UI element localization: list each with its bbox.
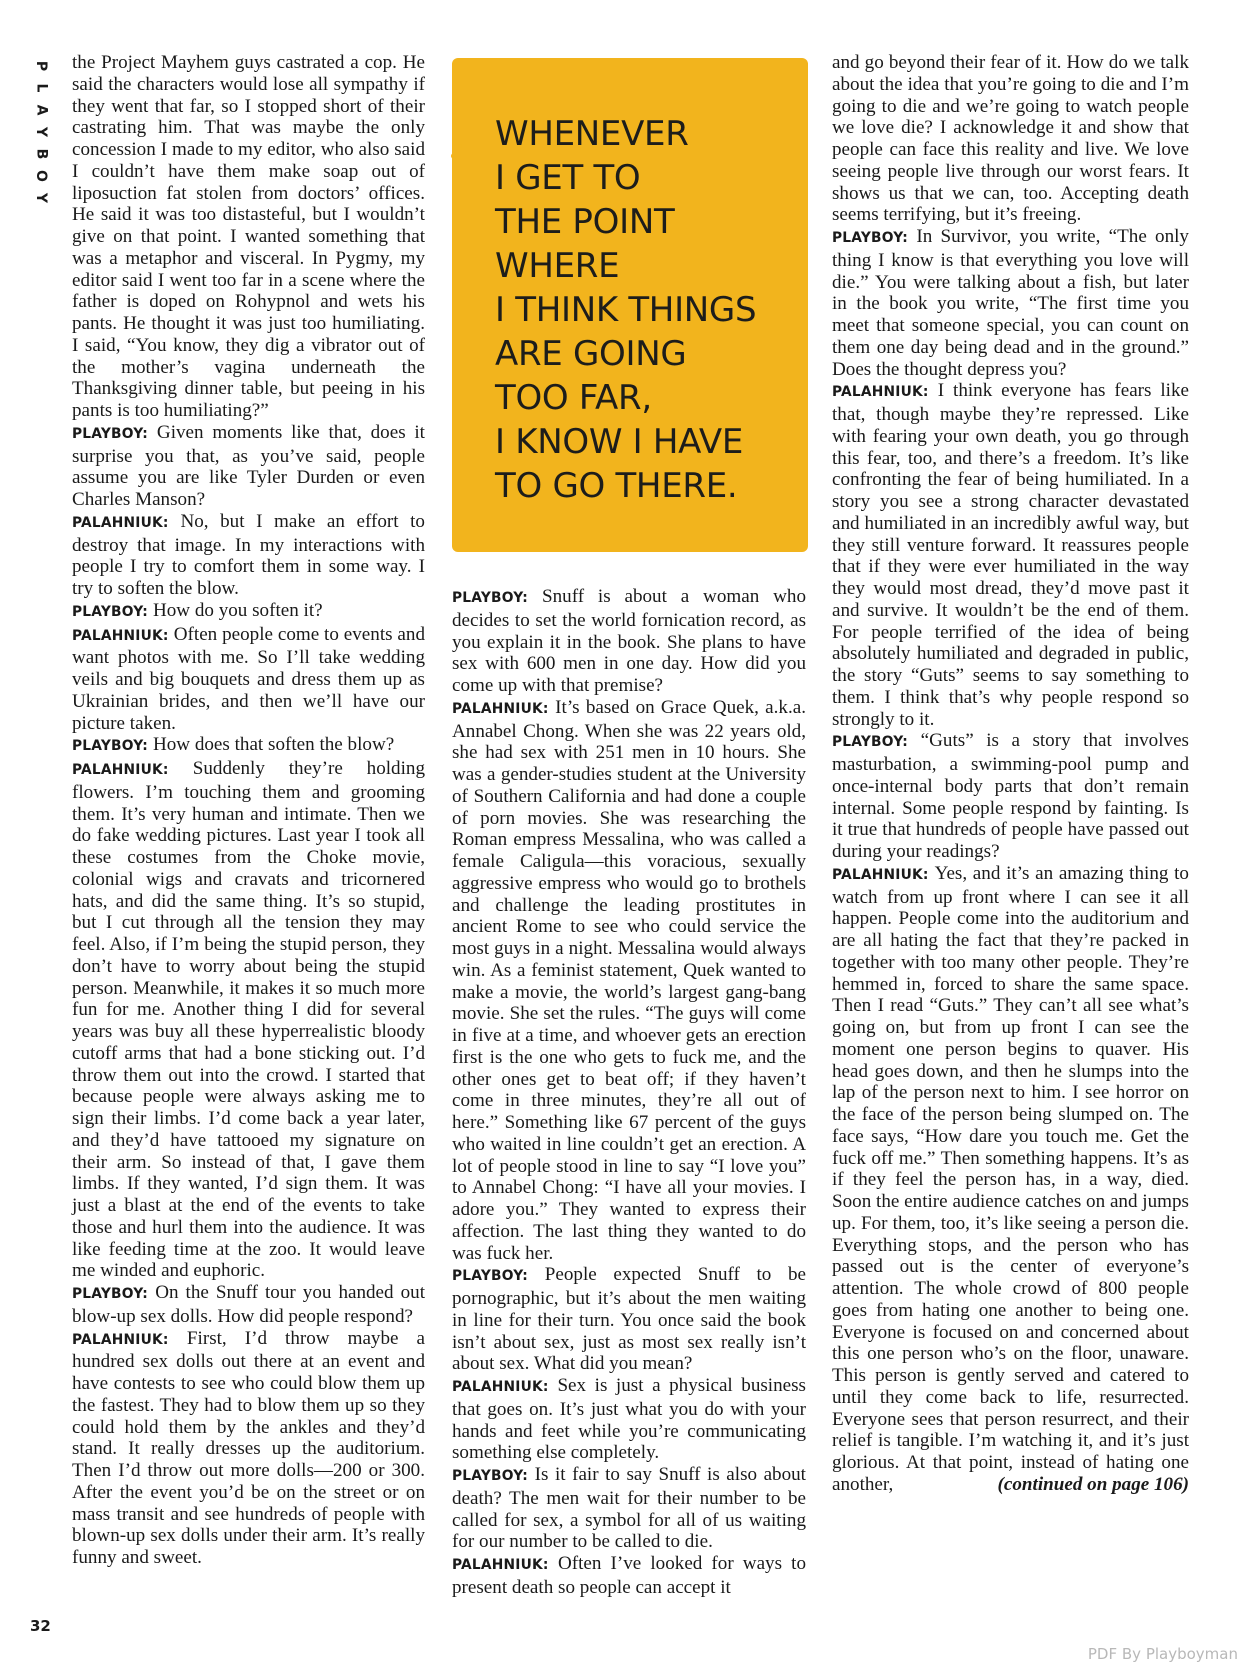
interview-paragraph <box>832 226 1189 380</box>
magazine-side-label <box>26 55 48 209</box>
side-label-letter: L <box>32 83 49 93</box>
speaker-label: PALAHNIUK: <box>72 514 169 531</box>
interview-paragraph <box>452 1553 806 1599</box>
interview-paragraph <box>832 730 1189 863</box>
interview-paragraph <box>452 697 806 1265</box>
interview-paragraph <box>72 758 425 1282</box>
paragraph-text: It’s based on Grace Quek, a.k.a. Annabel Chong. When she was 22 years old, she had sex with 251 men in 10 hours. She was a gender-studies student at the University of Southern California and had done a couple of porn movies. She was researching the Roman empress Messalina, who was called a female Caligula—this voracious, sexually aggressive empress who would go to brothels and challenge the leading prostitutes in ancient Rome to see who could service the most guys in a night. Messalina would always win. As a feminist statement, Quek wanted to make a movie, the world’s largest gang-bang movie. She set the rules. “The guys will come in five at a time, and whoever gets an erection first is the one who gets to fuck me, and the other ones get to beat off; if they haven’t come in three minutes, they’re all out of here.” Something like 67 percent of the guys who waited in line couldn’t get an erection. A lot of people stood in line to say “I love you” to Annabel Chong: “I have all your movies. I adore you.” They wanted to express their affection. The last thing they wanted to do was fuck her. <box>452 696 806 1264</box>
text-column-1 <box>72 52 425 1569</box>
paragraph-text: the Project Mayhem guys castrated a cop. He said the characters would lose all sympathy if they went that far, so I stopped short of their castrating him. That was maybe the only concession I made to my editor, who also said I couldn’t have them make soap out of liposuction fat stolen from doctors’ offices. He said it was too distasteful, but I wouldn’t give on that point. I wanted something that was a metaphor and visceral. In Pygmy, my editor said I went too far in a scene where the father is doped on Rohypnol and wets his pants. He thought it was just too humiliating. I said, “You know, they dig a vibrator out of the mother’s vagina underneath the Thanksgiving dinner table, but peeing in his pants is too humiliating?” <box>72 52 425 421</box>
paragraph-text: I think everyone has fears like that, though maybe they’re repressed. Like with fearing your own death, you go through this fear, too, and there’s a freedom. It’s like confronting the fear of being humiliated. In a story you see a strong character devastated and humiliated in an incredibly awful way, but they still venture forward. It reassures people that if they were ever humiliated in the way they would most dread, they’d move past it and survive. It wouldn’t be the end of them. For people terrified of the idea of being absolutely humiliated and degraded in public, the story “Guts” seems to say something to them. I think that’s why people respond so strongly to it. <box>832 380 1189 730</box>
speaker-label: PALAHNIUK: <box>72 627 169 644</box>
paragraph-text: Often I’ve looked for ways to present death so people can accept it <box>452 1553 806 1598</box>
ink-splatter-decoration <box>448 140 468 180</box>
text-column-3 <box>832 52 1189 1496</box>
interview-paragraph <box>832 52 1189 226</box>
interview-paragraph <box>832 380 1189 730</box>
paragraph-text: How does that soften the blow? <box>152 734 395 756</box>
paragraph-text: Suddenly they’re holding flowers. I’m touching them and grooming them. It’s very human and intimate. Then we do fake wedding pictures. Last year I took all these costumes from the Choke movie, colonial wigs and cravats and tricornered hats, and did the same thing. It’s so stupid, but I cut through all the tension they may feel. Also, if I’m being the stupid person, they don’t have to worry about being the stupid person. Meanwhile, it makes it so much more fun for me. Another thing I did for several years was buy all these hyperrealistic bloody cutoff arms that had a bone sticking out. I’d throw them out into the crowd. I started that because people were always asking me to sign their limbs. I’d come back a year later, and they’d have tattooed my signature on their arm. So instead of that, I gave them limbs. If they wanted, I’d sign them. It was just a blast at the end of the events to take those and hurl them into the audience. It was like feeding time at the zoo. It would leave me winded and euphoric. <box>72 758 425 1282</box>
interview-paragraph <box>72 1282 425 1328</box>
interview-paragraph <box>72 422 425 511</box>
speaker-label: PLAYBOY: <box>452 1468 528 1484</box>
speaker-label: PALAHNIUK: <box>832 384 929 401</box>
paragraph-text: Often people come to events and want photos with me. So I’ll take wedding veils and big bouquets and dress them up as Ukrainian brides, and then we’ll have our picture taken. <box>72 623 425 734</box>
paragraph-text: In Survivor, you write, “The only thing I know is that everything you love will die.” You were talking about a fish, but later in the book you write, “The first time you meet that someone special, you can count on them one day being dead and in the ground.” Does the thought depress you? <box>832 226 1189 380</box>
speaker-label: PALAHNIUK: <box>832 866 929 883</box>
interview-paragraph <box>72 52 425 422</box>
paragraph-text: Snuff is about a woman who decides to set the world fornication record, as you explain it in the book. She plans to have sex with 600 men in one day. How did you come up with that premise? <box>452 586 806 696</box>
speaker-label: PLAYBOY: <box>72 1286 148 1302</box>
speaker-label: PLAYBOY: <box>72 425 148 442</box>
paragraph-text: How do you soften it? <box>152 599 323 621</box>
paragraph-text: “Guts” is a story that involves masturbation, a swimming-pool pump and once-internal body parts that don’t remain internal. Some people respond by fainting. Is it true that hundreds of people have passed out during your readings? <box>832 730 1189 862</box>
footer-credit: PDF By Playboyman <box>1087 1645 1238 1663</box>
speaker-label: PALAHNIUK: <box>452 1379 549 1395</box>
speaker-label: PLAYBOY: <box>452 590 528 606</box>
paragraph-text: On the Snuff tour you handed out blow-up sex dolls. How did people respond? <box>72 1282 425 1327</box>
speaker-label: PALAHNIUK: <box>72 1331 169 1348</box>
interview-paragraph <box>72 734 425 758</box>
side-label-letter: P <box>32 60 49 72</box>
speaker-label: PLAYBOY: <box>452 1268 528 1285</box>
paragraph-text: People expected Snuff to be pornographic, but it’s about the men waiting in line for their turn. You once said the book isn’t about sex, just as most sex really isn’t about sex. What did you mean? <box>452 1264 806 1375</box>
interview-paragraph <box>72 511 425 600</box>
continued-note: (continued on page 106) <box>997 1473 1189 1495</box>
side-label-letter: Y <box>32 126 49 138</box>
pull-quote-text: WHENEVER I GET TO THE POINT WHERE I THINK THINGS ARE GOING TOO FAR, I KNOW I HAVE TO GO THERE. <box>495 114 757 506</box>
interview-paragraph <box>72 600 425 624</box>
paragraph-text: No, but I make an effort to destroy that image. In my interactions with people I try to comfort them in some way. I try to soften the blow. <box>72 510 425 599</box>
speaker-label: PLAYBOY: <box>832 230 908 246</box>
paragraph-text: Given moments like that, does it surprise you that, as you’ve said, people assume you are like Tyler Durden or even Charles Manson? <box>72 421 425 510</box>
interview-paragraph <box>832 863 1189 1496</box>
interview-paragraph <box>72 624 425 735</box>
paragraph-text: First, I’d throw maybe a hundred sex dolls out there at an event and have contests to see who could blow them up the fastest. They had to blow them up so they could hold them by the ankles and they’d stand. It really dresses up the auditorium. Then I’d throw out more dolls—200 or 300. After the event you’d be on the street or on mass transit and see hundreds of people with blown-up sex dolls under their arm. It’s really funny and sweet. <box>72 1327 425 1568</box>
interview-paragraph <box>452 1264 806 1375</box>
interview-paragraph <box>452 1464 806 1553</box>
interview-paragraph <box>452 586 806 697</box>
paragraph-text: Is it fair to say Snuff is also about death? The men wait for their number to be called for sex, a symbol for all of us waiting for our number to be called to die. <box>452 1464 806 1553</box>
speaker-label: PLAYBOY: <box>832 734 908 751</box>
side-label-letter: B <box>32 148 49 160</box>
page-number: 32 <box>30 1617 51 1635</box>
paragraph-text: and go beyond their fear of it. How do we talk about the idea that you’re going to die and I’m going to die and we’re going to watch people we love die? I acknowledge it and show that people can face this reality and live. We love seeing people live through our worst fears. It shows us that we can, too. Accepting death seems terrifying, but it’s freeing. <box>832 52 1189 226</box>
speaker-label: PALAHNIUK: <box>452 700 549 717</box>
side-label-letter: O <box>33 170 49 182</box>
side-label-letter: A <box>33 104 49 116</box>
speaker-label: PLAYBOY: <box>72 738 148 755</box>
speaker-label: PALAHNIUK: <box>452 1557 549 1573</box>
paragraph-text: Yes, and it’s an amazing thing to watch from up front where I can see it all happen. People come into the auditorium and are all hating the fact that they’re packed in together with too many other people. They’re hemmed in, forced to share the same space. Then I read “Guts.” They can’t all see what’s going on, but from up front I can see the moment one person begins to quaver. His head goes down, and then he slumps into the lap of the person next to him. I see horror on the face of the person being slumped on. The face says, “How dare you touch me. Get the fuck off me.” Then something happens. It’s as if they feel the person has, in a way, died. Soon the entire audience catches on and jumps up. For them, too, it’s like seeing a person die. Everything stops, and the person who has passed out is the center of everyone’s attention. The whole crowd of 800 people goes from hating one another to being one. Everyone is focused on and concerned about this one person who’s on the floor, unaware. This person is gently served and catered to until they come back to life, resurrected. Everyone sees that person resurrect, and their relief is tangible. I’m watching it, and it’s just glorious. At that point, instead of hating one another, <box>832 862 1189 1495</box>
speaker-label: PLAYBOY: <box>72 603 148 620</box>
interview-paragraph <box>72 1328 425 1569</box>
paragraph-text: Sex is just a physical business that goes on. It’s just what you do with your hands and feet while you’re communicating something else completely. <box>452 1375 806 1464</box>
text-column-2 <box>452 586 806 1599</box>
side-label-letter: Y <box>32 192 49 204</box>
interview-paragraph <box>452 1375 806 1464</box>
speaker-label: PALAHNIUK: <box>72 762 169 778</box>
